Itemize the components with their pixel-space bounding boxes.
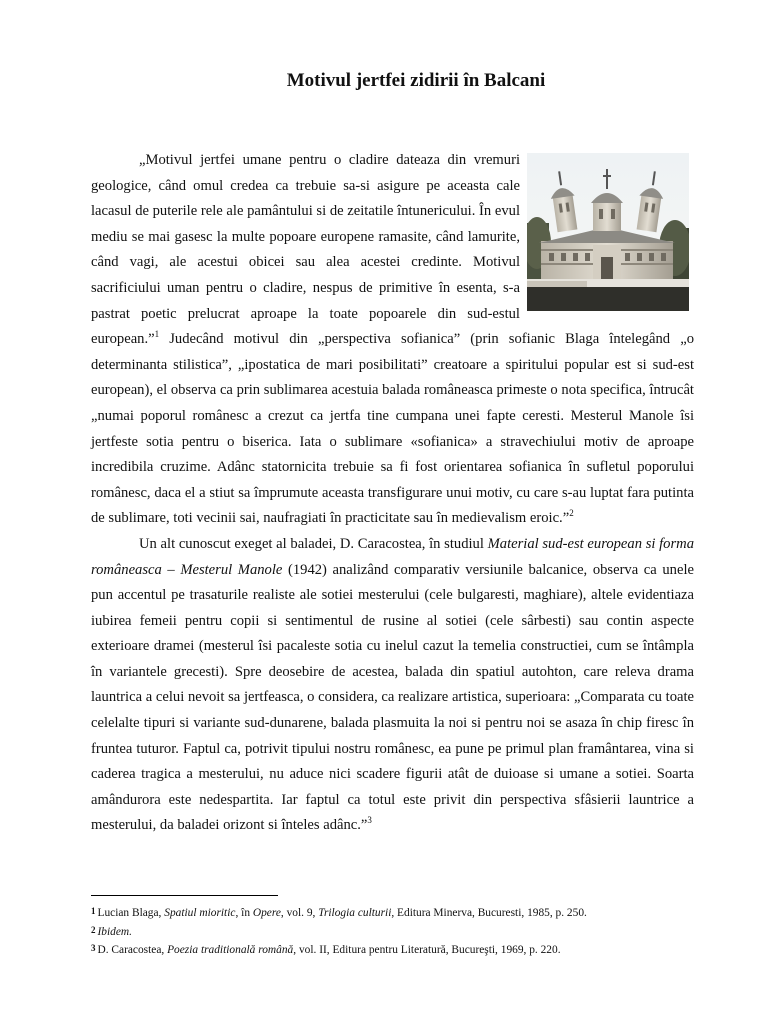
footnote-2: 2 Ibidem. (91, 924, 132, 938)
paragraph-2-intro: Un alt cunoscut exeget al baladei, D. Caracostea, în studiul (139, 535, 488, 552)
footnote-1: 1 Lucian Blaga, Spatiul mioritic, în Opere, vol. 9, Trilogia culturii, Editura Minerva, Bucuresti, 1985, p. 250. (91, 906, 587, 919)
footnote-3: 3 D. Caracostea, Poezia traditională română, vol. II, Editura pentru Literatură, Bucureşti, 1969, p. 220. (91, 943, 561, 956)
footnotes (91, 903, 711, 959)
footnote-ref-2: 2 (569, 508, 574, 519)
paragraph-2-body: (1942) analizând comparativ versiunile balcanice, observa ca unele pun accentul pe trasaturile realiste ale sotiei mesterului (cele bulgaresti, maghiare), altele evidentiaza iubirea femeii pentru copii si sentimentul de rusine al sotiei (cele sârbesti) sau contin aspecte exterioare dramei (mesterul îsi pacaleste sotia cu inelul cazut la temelia constructiei, cum se întâmpla în variantele grecesti). Spre deosebire de acestea, balada din spatiul autohton, care releva drama launtrica a celui nevoit sa jertfeasca, o considera, ca realizare artistica, superioara: „Comparata cu toate celelalte tipuri si variante sud-dunarene, balada plasmuita la noi si pentru noi se asaza în chip firesc în fruntea tuturor. Faptul ca, potrivit tipului nostru românesc, ea pune pe primul plan framântarea, vina si caderea tragica a mesterului, nu aduce nici scadere figurii atât de duioase si umane a sotiei. Soarta amândurora este nedespartita. Iar faptul ca totul este privit din perspectiva sfâsierii launtrice a mesterului, da baladei orizont si înteles adânc.” (91, 561, 694, 834)
page-title: Motivul jertfei zidirii în Balcani (286, 70, 546, 91)
footnote-ref-1: 1 (154, 329, 160, 340)
paragraph-2 (91, 532, 694, 839)
footnote-separator (91, 895, 278, 896)
blaga-quote: „Motivul jertfei umane pentru o cladire dateaza din vremuri geologice, când omul credea ca trebuie sa-si asigure pe aceasta cale lacasul de puterile rele ale pamântului si de zeitatile întunericului. În evul mediu se mai gasesc la multe popoare europene ramasite, când lamurite, când vagi, ale acestui obicei sau alea acestei credinte. Motivul sacrificiului uman pentru o cladire, nespus de primitive în esenta, s-a pastrat poetic prelucrat aproape la toate popoarele din sud-estul european.” (91, 152, 520, 348)
body-text (91, 148, 694, 839)
footnote-ref-3: 3 (367, 815, 372, 826)
paragraph-1-continued: Judecând motivul din „perspectiva sofianica” (prin sofianic Blaga întelegând „o determinanta stilistica”, „ipostatica de mari posibilitati” creatoare a spiritului popular est si sud-est european), el observa ca prin sublimarea acestuia balada româneasca primeste o nota specifica, întrucât „numai poporul românesc a crezut ca jertfa tine cumpana unei fapte ceresti. Mesterul Manole îsi jertfeste sotia pentru o biserica. Iata o sublimare «sofianica» a stravechiului motiv de aproape incredibila cruzime. Adânc statornicita trebuie sa fi fost orientarea sofianica în sufletul poporului românesc, daca el a stiut sa împrumute aceasta transfigurare unui motiv, cu care s-au luptat fara putinta de sublimare, toti vecinii sai, naufragiati în practicitate sau în medievalism eroic.” (91, 331, 694, 527)
image-wrap-spacer (520, 148, 694, 316)
study-title: Material sud-est european si forma româneasca – Mesterul Manole (91, 535, 694, 578)
paragraph-1 (91, 148, 694, 532)
